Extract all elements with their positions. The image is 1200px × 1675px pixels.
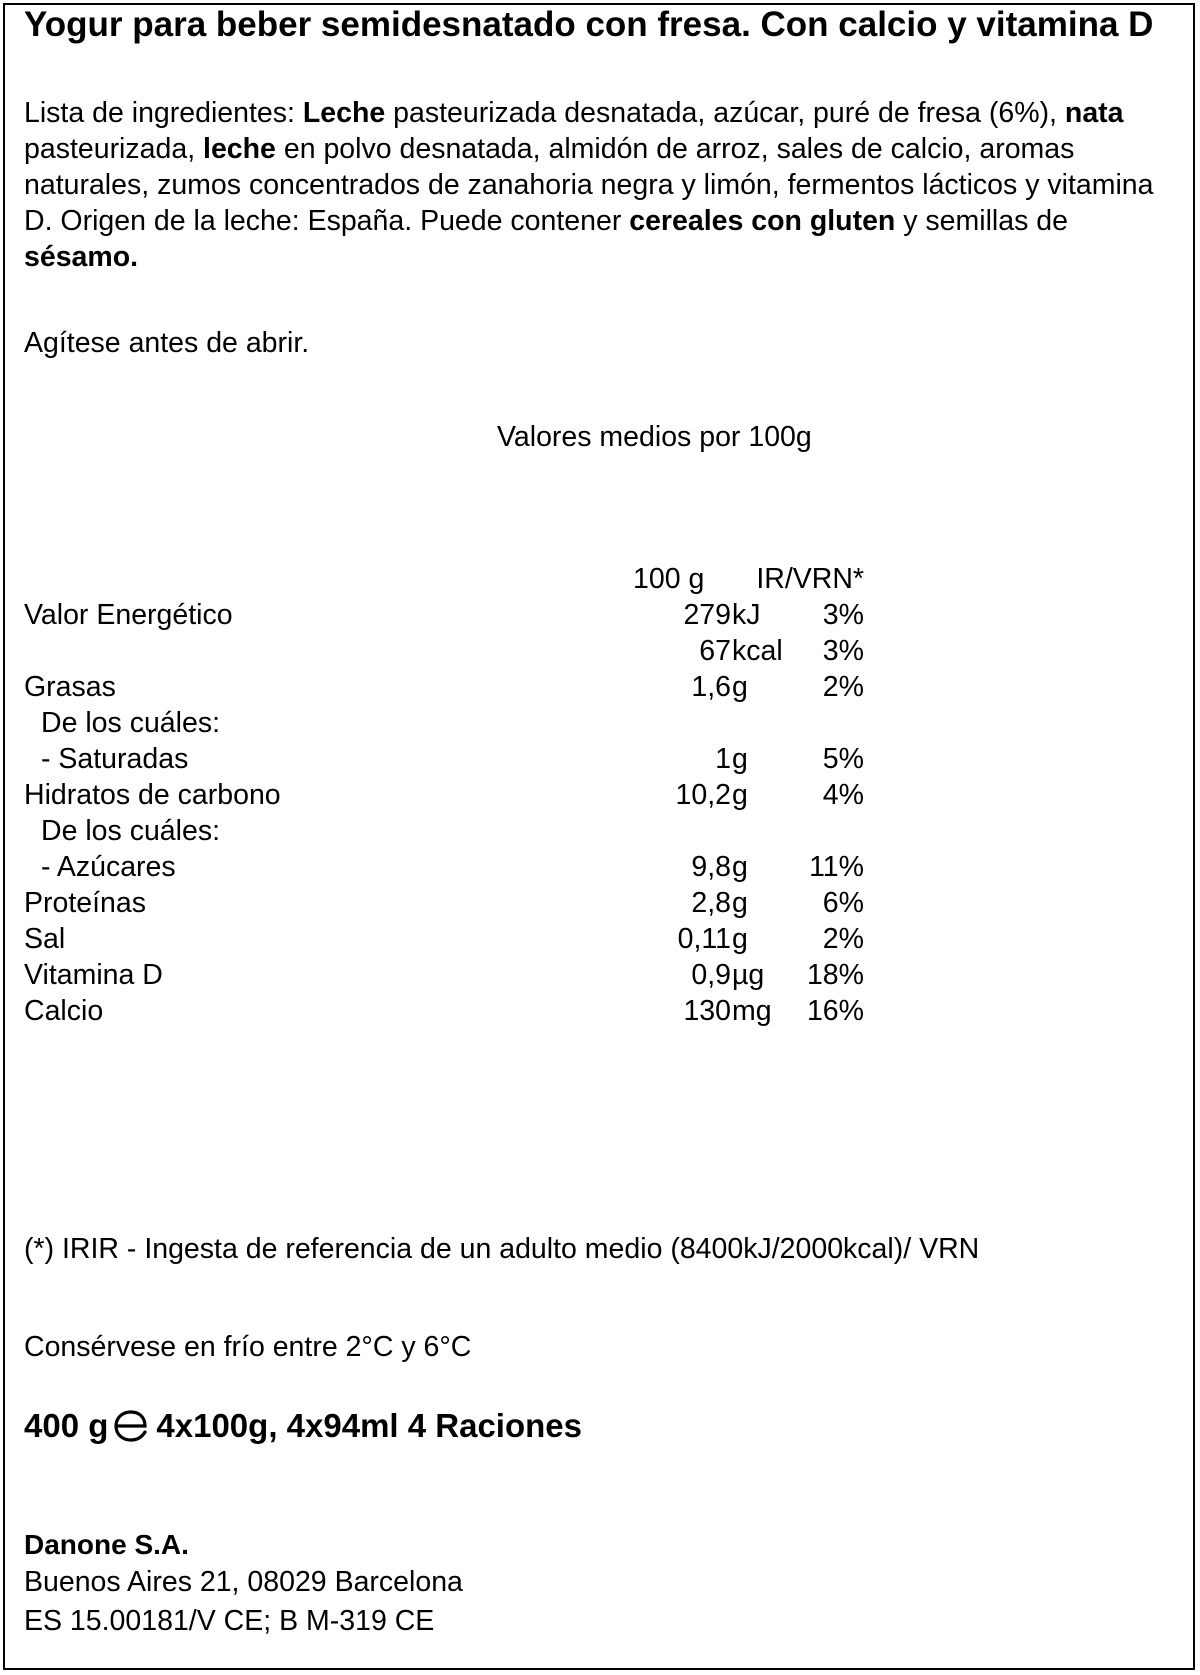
nutrition-row bbox=[24, 597, 864, 633]
nutrient-percent: 3% bbox=[822, 599, 864, 631]
nutrition-row bbox=[24, 849, 864, 885]
nutrient-value: 0,9 bbox=[691, 959, 731, 991]
column-header-100g: 100 g bbox=[633, 563, 705, 595]
nutrient-value: 67 bbox=[699, 635, 731, 667]
allergen-text: leche bbox=[203, 133, 276, 165]
ingredient-text: pasteurizada desnatada, azúcar, puré de fresa (6%), bbox=[385, 97, 1065, 129]
nutrient-unit: g bbox=[732, 923, 748, 955]
ingredient-text: pasteurizada, bbox=[24, 133, 204, 165]
nutrition-column-headers bbox=[24, 561, 864, 597]
nutrient-percent: 16% bbox=[806, 995, 864, 1027]
nutrient-value: 279 bbox=[683, 599, 731, 631]
nutrient-percent: 4% bbox=[822, 779, 864, 811]
nutrient-unit: mg bbox=[732, 995, 772, 1027]
nutrient-value: 1 bbox=[715, 743, 731, 775]
nutrient-label: De los cuáles: bbox=[41, 815, 221, 847]
footnote: (*) IRIR - Ingesta de referencia de un adulto medio (8400kJ/2000kcal)/ VRN bbox=[24, 1233, 980, 1265]
nutrient-percent: 3% bbox=[822, 635, 864, 667]
nutrient-value: 130 bbox=[683, 995, 731, 1027]
nutrient-unit: g bbox=[732, 779, 748, 811]
nutrient-unit: g bbox=[732, 671, 748, 703]
allergen-text: sésamo. bbox=[24, 241, 139, 273]
nutrient-value: 9,8 bbox=[691, 851, 731, 883]
nutrition-row bbox=[24, 741, 864, 777]
nutrient-percent: 11% bbox=[809, 851, 864, 883]
nutrient-percent: 18% bbox=[806, 959, 864, 991]
nutrition-row bbox=[24, 669, 864, 705]
package-info bbox=[24, 1406, 582, 1446]
nutrient-percent: 6% bbox=[822, 887, 864, 919]
nutrient-value: 0,11 bbox=[677, 923, 731, 955]
nutrient-percent: 2% bbox=[822, 923, 864, 955]
nutrient-unit: kcal bbox=[732, 635, 783, 667]
nutrition-row bbox=[24, 993, 864, 1029]
storage-instruction: Consérvese en frío entre 2°C y 6°C bbox=[24, 1331, 472, 1363]
package-details: 4x100g, 4x94ml 4 Raciones bbox=[156, 1407, 582, 1444]
nutrition-row bbox=[24, 885, 864, 921]
nutrient-label: - Saturadas bbox=[41, 743, 189, 775]
nutrient-label: De los cuáles: bbox=[41, 707, 221, 739]
nutrient-label: Valor Energético bbox=[24, 599, 233, 631]
nutrient-label: Grasas bbox=[24, 671, 116, 703]
shake-instruction: Agítese antes de abrir. bbox=[24, 327, 310, 359]
nutrition-row bbox=[24, 921, 864, 957]
nutrition-row bbox=[24, 957, 864, 993]
product-title: Yogur para beber semidesnatado con fresa. Con calcio y vitamina D bbox=[24, 5, 1154, 44]
nutrient-value: 10,2 bbox=[675, 779, 731, 811]
net-weight: 400 g bbox=[24, 1407, 109, 1444]
nutrient-percent: 2% bbox=[822, 671, 864, 703]
registry-number: ES 15.00181/V CE; B M-319 CE bbox=[24, 1605, 435, 1637]
nutrient-label: - Azúcares bbox=[41, 851, 176, 883]
nutrient-value: 1,6 bbox=[691, 671, 731, 703]
nutrient-label: Calcio bbox=[24, 995, 104, 1027]
allergen-text: nata bbox=[1064, 97, 1124, 129]
nutrient-label: Proteínas bbox=[24, 887, 146, 919]
company-address: Buenos Aires 21, 08029 Barcelona bbox=[24, 1566, 463, 1598]
nutrient-unit: g bbox=[732, 743, 748, 775]
ingredient-text: en polvo desnatada, almidón de arroz, sales de calcio, aromas naturales, zumos concentrados de zanahoria negra y limón, fermentos lácticos y vitamina D. Origen de la leche: España. Puede contener bbox=[24, 133, 1154, 237]
column-header-ir-vrn: IR/VRN* bbox=[756, 563, 864, 595]
nutrition-row bbox=[24, 813, 864, 849]
allergen-text: cereales con gluten bbox=[629, 205, 896, 237]
nutrition-rows bbox=[24, 597, 864, 1029]
estimated-e-icon bbox=[112, 1409, 150, 1443]
ingredients-list bbox=[24, 95, 1189, 275]
nutrition-row bbox=[24, 777, 864, 813]
nutrient-label: Vitamina D bbox=[24, 959, 163, 991]
nutrient-label: Hidratos de carbono bbox=[24, 779, 281, 811]
nutrient-unit: g bbox=[732, 887, 748, 919]
nutrient-unit: µg bbox=[732, 959, 765, 991]
nutrition-row bbox=[24, 705, 864, 741]
ingredient-text: y semillas de bbox=[895, 205, 1068, 237]
nutrition-row bbox=[24, 633, 864, 669]
company-name: Danone S.A. bbox=[24, 1529, 189, 1560]
nutrient-percent: 5% bbox=[822, 743, 864, 775]
nutrition-header: Valores medios por 100g bbox=[497, 421, 812, 453]
nutrient-unit: kJ bbox=[732, 599, 761, 631]
nutrient-unit: g bbox=[732, 851, 748, 883]
allergen-text: Leche bbox=[302, 97, 386, 129]
nutrition-table bbox=[24, 561, 864, 1029]
ingredient-text: Lista de ingredientes: bbox=[24, 97, 303, 129]
nutrient-label: Sal bbox=[24, 923, 66, 955]
nutrient-value: 2,8 bbox=[691, 887, 731, 919]
